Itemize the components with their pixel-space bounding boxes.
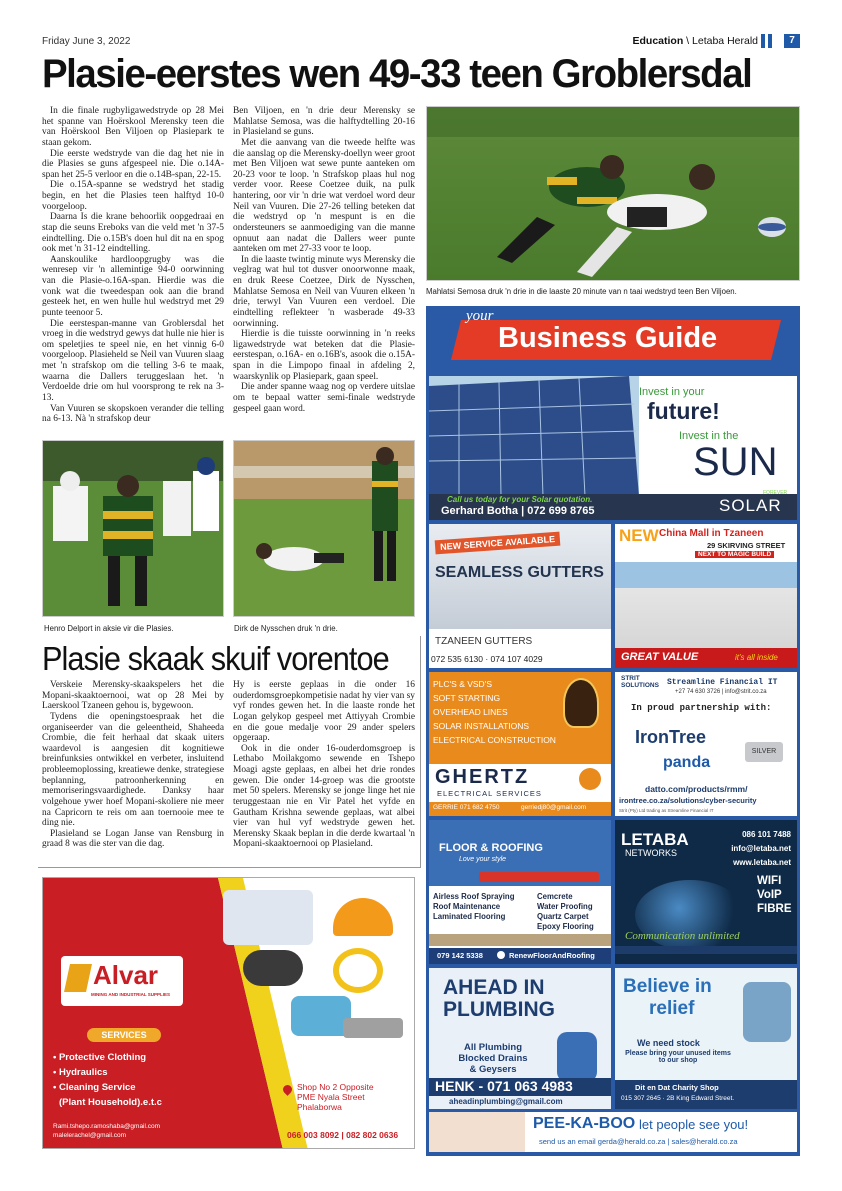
article1-column-2 <box>233 106 415 438</box>
china-mall-title: China Mall in Tzaneen <box>659 528 764 539</box>
china-mall-next-to: NEXT TO MAGIC BUILD <box>695 551 774 558</box>
ghertz-contact: GERRIE 071 682 4750 <box>433 804 500 811</box>
alvar-ad <box>42 877 415 1149</box>
letaba-networks-ad <box>615 820 797 964</box>
solar-panel-image <box>429 376 639 496</box>
ghertz-email: gerriedj80@gmail.com <box>521 804 587 811</box>
plumbing-contact: HENK - 071 063 4983 <box>435 1078 573 1094</box>
plumbing-ad <box>429 968 611 1109</box>
hydraulic-parts-image <box>223 890 313 945</box>
charity-need: We need stock <box>637 1038 700 1048</box>
hoses-image <box>243 950 303 986</box>
cleaning-supplies-image <box>291 996 351 1036</box>
paragraph: Hy is eerste geplaas in die onder 16 ouderdomsgroepkompetisie nadat hy vier van sy vyf rondes gewen het. In die laaste ronde het Logan gelykop gespeel met Attiyyah Crombie en die goue medalje voor 29 ander spelers opgeraap. <box>233 680 415 744</box>
alvar-email-2: malelerachel@gmail.com <box>53 1132 127 1139</box>
paragraph: Met die aanvang van die tweede helfte was die aanslag op die Merensky-doellyn weer groot met Ben Viljoen wat sewe punte aanteken om 20-23 voor te loop. 'n Strafskop plaas hul nog verder voor. Reese Coetzee duik, na pulk hantering, oor vir 'n drie wat verdoel word deur Neil van Vuuren. Die 27-26 telling beteken dat die wedstryd op 'n mespunt is en die ondersteuners se aanmoediging van die manne opnuut aan nadat die Dallers weer punte aanteken om met 27-33 voor te loop. <box>233 137 415 255</box>
left-photo-caption: Henro Delport in aksie vir die Plasies. <box>44 624 174 633</box>
alvar-service: • Hydraulics <box>53 1067 108 1078</box>
floor-roofing-ad <box>429 820 611 964</box>
peekaboo-baby-image <box>429 1112 525 1152</box>
china-mall-ad <box>615 524 797 668</box>
gutter-brand: TZANEEN GUTTERS <box>435 636 533 647</box>
gutter-phones: 072 535 6130 · 074 107 4029 <box>431 654 543 664</box>
plumbing-title-2: PLUMBING <box>443 998 555 1021</box>
charity-name: Dit en Dat Charity Shop <box>635 1083 719 1092</box>
paragraph: Die eerstespan-manne van Groblersdal het vroeg in die wedstryd gewys dat hulle nie hier is om speletjies te speel nie, en het vinnig 6-0 voorgeloop. Plasieheld se Neil van Vuuren slaag met 'n strafskop om die telling 3-6 te maak, waarna die Dallers teruggeslaan het. 'n Verdoelde drie om hul voorsprong te rek na 3-13. <box>42 318 224 403</box>
solar-brand-small: FOREVER <box>763 490 788 496</box>
peekaboo-contact: send us an email gerda@herald.co.za | sales@herald.co.za <box>539 1137 738 1146</box>
solar-line3: Invest in the <box>679 430 739 442</box>
main-headline: Plasie-eerstes wen 49-33 teen Groblersdal <box>42 52 752 96</box>
page-number: 7 <box>784 34 800 48</box>
floor-photo-strip <box>429 934 611 946</box>
solar-contact: Gerhard Botha | 072 699 8765 <box>441 505 595 517</box>
letaba-network-footer-strip <box>615 946 797 954</box>
section-header: Education \ Letaba Herald <box>632 35 758 47</box>
strit-url-2: irontree.co.za/solutions/cyber-security <box>619 796 757 805</box>
irontree-logo: IronTree <box>635 727 707 747</box>
peekaboo-tagline: let people see you! <box>639 1117 749 1132</box>
alvar-sub: MINING AND INDUSTRIAL SUPPLIES <box>91 992 171 997</box>
charity-line2: relief <box>649 998 695 1019</box>
plumber-cartoon-image <box>557 1032 597 1082</box>
paragraph: Daarna Is die krane behoorlik oopgedraai en stap die seuns Ereboks van die veld met 'n 37-5 eindtelling. Die o.15B's doen hul dit na en spog ook met 'n 31-12 eindtelling. <box>42 212 224 255</box>
paragraph: Die ander spanne waag nog op verdere uitslae om te bepaal watter semi-finale wedstryde gespeel gaan word. <box>233 382 415 414</box>
china-mall-brand: GREAT VALUE <box>621 651 699 663</box>
charity-ask: Please bring your unused items to our shop <box>625 1050 731 1064</box>
letaba-network-services: WIFI VoIP FIBRE <box>757 875 792 915</box>
letaba-network-brand-sub: NETWORKS <box>625 848 678 858</box>
strit-phone: +27 74 630 3726 | info@strit.co.za <box>675 689 767 695</box>
strit-partnership: In proud partnership with: <box>631 703 772 713</box>
business-guide-script-word: your <box>466 308 494 324</box>
panda-logo: panda <box>663 754 711 771</box>
article2-frame <box>38 636 421 868</box>
alvar-service: (Plant Household).e.t.c <box>59 1097 162 1108</box>
earmuffs-image <box>333 948 383 993</box>
strit-brand: STRIT SOLUTIONS <box>621 675 659 689</box>
alvar-service: • Cleaning Service <box>53 1082 136 1093</box>
ghertz-brand: GHERTZ <box>435 766 530 788</box>
alvar-email-1: Rami.tshepo.ramoshaba@gmail.com <box>53 1123 161 1130</box>
paragraph: Verskeie Merensky-skaakspelers het die Mopani-skaaktoernooi, wat op 28 Mei by Laerskool Tzaneen gehou is, bygewoon. <box>42 680 224 712</box>
strit-url-1: datto.com/products/rmm/ <box>645 784 748 794</box>
floor-right-services: Cemcrete Water Proofing Quartz Carpet Epoxy Flooring <box>537 892 594 931</box>
peekaboo-ad <box>429 1112 797 1152</box>
section-name: Education <box>632 35 684 47</box>
paragraph: Die eerste wedstryde van die dag het nie in die Plasies se guns afgespeel nie. Die o.14A-span het 25-5 verloor en die o.14B-span, 22-15. <box>42 148 224 180</box>
paragraph: Die o.15A-spanne se wedstryd het stadig begin, en het die Plasies teen halftyd 10-0 voorgeloop. <box>42 180 224 212</box>
floor-phone: 079 142 5338 <box>437 951 483 960</box>
header-bars <box>759 34 787 48</box>
chess-headline: Plasie skaak skuif vorentoe <box>42 640 389 677</box>
solar-ad <box>429 376 797 520</box>
paragraph: Ben Viljoen, en 'n drie deur Merensky se Mahlatse Semosa, was die halftydtelling 20-16 in Plasieland se guns. <box>233 106 415 138</box>
strit-ad <box>615 672 797 816</box>
article1-column-1 <box>42 106 224 438</box>
alvar-logo-mark <box>64 964 92 992</box>
strit-title: Streamline Financial IT <box>667 678 778 687</box>
paragraph: Tydens die openingstoespraak het die organiseerder van die geleentheid, Shaheeda Crombie, die feit herhaal dat skaak uiters waardevol is aangesien dit kognitiewe breinfunksies ontwikkel en verbeter, insluitend probleemoplossing, kreatiewe denke, strategiese beplanning, patroonherkenning en memoriseringsvaardighede. Danksy haar volgehoue ywer hoef Mopani-skoliere nie meer na Capricorn te reis om aan toernooie mee te ding nie. <box>42 711 224 829</box>
alvar-brand: Alvar <box>93 960 159 990</box>
china-mall-address: 29 SKIRVING STREET <box>707 541 786 550</box>
charity-line1: Believe in <box>623 976 712 997</box>
paragraph: Ook in die onder 16-ouderdomsgroep is Lethabo Moilakgomo sewende en Tshepo Moagi agste geplaas, en albei het drie rondes gewen. Die onder 14-groep was die grootste met 50 spelers. Merensky se jonge linge het nie teruggestaan nie en Vir Patel het vyfde en Gautham Krishna sewende geplaas, wat albei vier van hul vyf wedstryde gewen het. Merensky Skaak beplan in die derde kwartaal 'n Mopani-skaaktoernooi op Plasieland. <box>233 743 415 850</box>
charity-person-image <box>743 982 791 1042</box>
ghertz-services: PLC'S & VSD'S SOFT STARTING OVERHEAD LINES SOLAR INSTALLATIONS ELECTRICAL CONSTRUCTION <box>433 679 556 745</box>
plumbing-email: aheadinplumbing@gmail.com <box>449 1097 563 1106</box>
china-mall-new: NEW <box>619 526 659 545</box>
ghertz-ad <box>429 672 611 816</box>
alvar-logo-box <box>61 956 183 1006</box>
middle-photo-caption: Dirk de Nysschen druk 'n drie. <box>234 624 338 633</box>
paragraph: In die laaste twintig minute wys Merensky die veglrag wat hul tot dusver onoorwonne maak, en druk Reese Coetzee, Dirk de Nysschen, Mahlatse Semosa en Neil van Vuuren elkeen 'n drie, terwyl Van Vuuren een verdoel. Die eindtelling reflekteer 'n wasberade 49-33 oorwinning. <box>233 254 415 329</box>
lightning-logo-icon <box>579 768 601 790</box>
paragraph: In die finale rugbyligawedstryde op 28 Mei het spanne van Hoërskool Merensky teen die van Hoërskool Ben Viljoen op Plasiepark te staan gekom. <box>42 106 224 148</box>
solar-line2: future! <box>647 398 720 424</box>
rugby-try-photo <box>233 440 415 617</box>
floor-tagline: Love your style <box>459 856 507 863</box>
charity-ad <box>615 968 797 1109</box>
paragraph: Plasieland se Logan Janse van Rensburg in graad 8 was die ster van die dag. <box>42 828 224 850</box>
business-guide-header <box>426 306 800 372</box>
issue-date: Friday June 3, 2022 <box>42 36 131 47</box>
fittings-image <box>343 1018 403 1038</box>
gutter-badge: NEW SERVICE AVAILABLE <box>435 532 561 555</box>
floor-left-services: Airless Roof Spraying Roof Maintenance Laminated Flooring <box>433 892 515 921</box>
facebook-icon <box>497 951 505 959</box>
alvar-phones: 066 003 8092 | 082 802 0636 <box>287 1130 399 1140</box>
paragraph: Hierdie is die tuisste oorwinning in 'n reeks ligawedstryde wat beteken dat die Plasie-eerstespan, o.16A- en o.16B's, asook die o.15A-span in die Limpopo finaal in afdeling 2, waarskynlik op Plasiepark, gaan speel. <box>233 329 415 382</box>
peekaboo-title: PEE-KA-BOO <box>533 1115 636 1132</box>
alvar-emails <box>53 1122 160 1140</box>
china-mall-tagline: it's all inside <box>735 653 778 662</box>
paragraph: Aanskoulike hardloopgrugby was die wenresep vir 'n allemintige 94-0 oorwinning van die Plasie-o.16A-span. Hierdie was die vonk wat die tweedespan ook aan die brand gesteek het, en wen hulle hul wedstryd met 29 punte teenoor 5. <box>42 254 224 318</box>
alvar-service-list <box>53 1050 162 1110</box>
charity-contact: 015 307 2645 · 2B King Edward Street. <box>621 1095 735 1102</box>
china-mall-photo <box>615 562 797 648</box>
paragraph: Van Vuuren se skopskoen verander die telling na 6-13. Nà 'n strafskop deur <box>42 403 224 425</box>
floor-title: FLOOR & ROOFING <box>439 842 543 854</box>
light-bulb-icon <box>563 678 599 728</box>
plumbing-title-1: AHEAD IN <box>443 976 545 999</box>
rugby-action-photo-left <box>42 440 224 617</box>
business-guide-title: Business Guide <box>498 322 718 354</box>
datto-silver-badge: SILVER <box>745 742 783 762</box>
solar-cta: Call us today for your Solar quotation. <box>447 495 593 504</box>
floor-brands-row <box>479 872 599 882</box>
floor-facebook: RenewFloorAndRoofing <box>509 951 595 960</box>
alvar-service: • Protective Clothing <box>53 1052 147 1063</box>
solar-line1: Invest in your <box>639 386 705 398</box>
main-photo-caption: Mahlatsi Semosa druk 'n drie in die laaste 20 minute van n taai wedstryd teen Ben Viljoen. <box>426 287 737 296</box>
solar-brand: SOLAR <box>719 496 782 515</box>
gutter-title: SEAMLESS GUTTERS <box>435 564 604 581</box>
alvar-address: Shop No 2 Opposite PME Nyala Street Phalaborwa <box>297 1082 374 1112</box>
ghertz-brand-sub: ELECTRICAL SERVICES <box>437 789 542 798</box>
strit-footer: Strit (Pty) Ltd trading as Streamline Financial IT <box>619 808 714 813</box>
plumbing-services: All Plumbing Blocked Drains & Geysers <box>458 1042 528 1075</box>
letaba-network-brand: LETABA <box>621 830 689 849</box>
letaba-network-slogan: Communication unlimited <box>625 930 740 942</box>
letaba-network-contacts: 086 101 7488 info@letaba.net www.letaba.net <box>731 830 791 867</box>
rugby-tackle-photo <box>426 106 800 281</box>
publication-name: Letaba Herald <box>692 35 758 47</box>
alvar-services-label: SERVICES <box>87 1028 161 1042</box>
gutters-ad <box>429 524 611 668</box>
solar-line4: SUN <box>693 440 778 484</box>
